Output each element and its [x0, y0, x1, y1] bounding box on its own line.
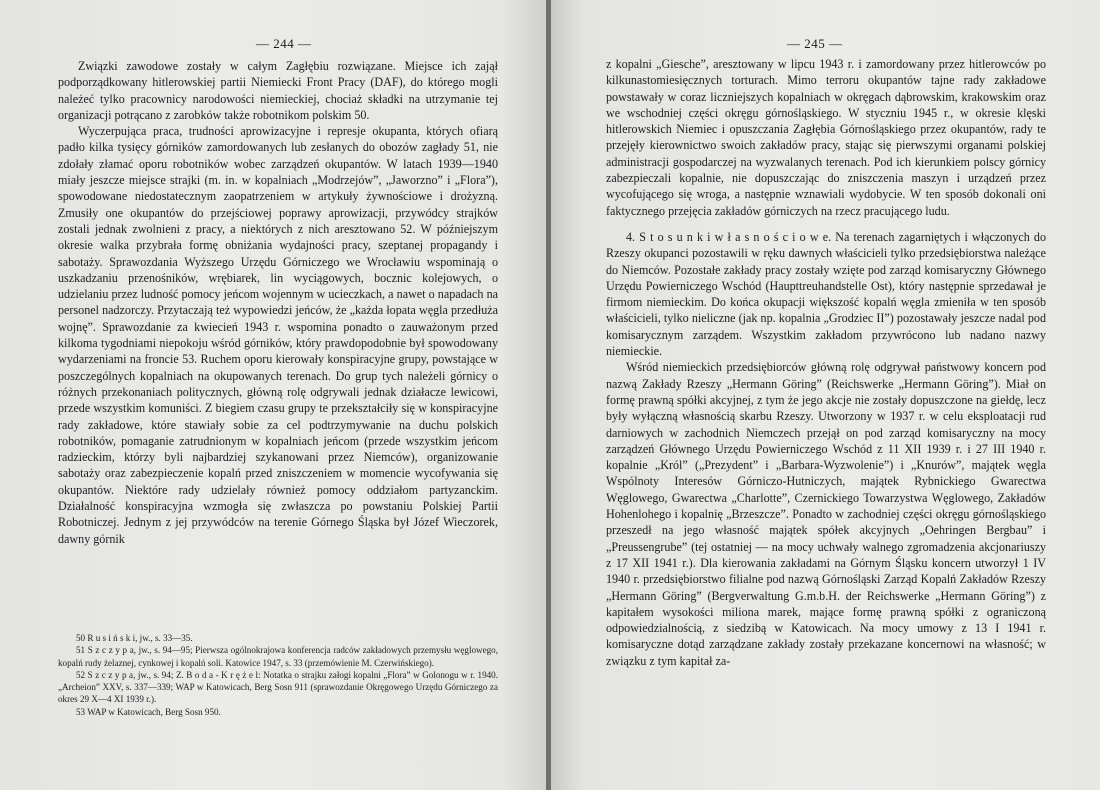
- footnote: 51 S z c z y p a, jw., s. 94—95; Pierwsza ogólnokrajowa konferencja radców zakładowych przemysłu węglowego, kopalń rudy żelaznej, cynkowej i kopalń soli. Katowice 1947, s. 33 (przemówienie M. Czerwińskiego).: [58, 645, 498, 668]
- section-paragraph: 4. S t o s u n k i w ł a s n o ś c i o w e. Na terenach zagarniętych i włączonych do Rzeszy okupanci pozostawili w ręku dawnych właścicieli tylko przedsiębiorstwa należące do Niemców. Pozostałe zakłady pracy zostały wzięte pod zarząd komisaryczny Głównego Urzędu Powierniczego Wschód (Haupttreuhandstelle Ost), który następnie sprzedawał je firmom niemieckim. Do końca okupacji większość kopalń węgla zmieniła w ten sposób właścicieli, tylko nieliczne (jak np. kopalnia „Grodziec II”) pozostawały jeszcze nadal pod komisarycznym zarządem. Wszystkim zakładom przywrócono lub nadano nazwy niemieckie.: [606, 229, 1046, 359]
- paragraph: Wyczerpująca praca, trudności aprowizacyjne i represje okupanta, których ofiarą padło kilka tysięcy górników zamordowanych lub zesłanych do obozów zagłady 51, nie zdołały złamać oporu robotników wobec zarządzeń okupantów. W latach 1939—1940 miały jeszcze miejsce strajki (m. in. w kopalniach „Modrzejów”, „Jaworzno” i „Flora”), spowodowane niedostatecznym zaopatrzeniem w artykuły żywnościowe i drożyzną. Zmusiły one okupantów do przejściowej poprawy aprowizacji, przywódcy strajków zostali jednak zwolnieni z pracy, a niektórych z nich aresztowano 52. W późniejszym okresie walka przybrała formę obniżania wydajności pracy, szeptanej propagandy i sabotaży. Sprawozdania Wyższego Urzędu Górniczego we Wrocławiu wspominają o uszkadzaniu przenośników, wrębiarek, lin wyciągowych, bocznic kolejowych, o udzielaniu przez ludność pomocy jeńcom wojennym w ucieczkach, a nawet o napadach na personel nadzorczy. Przytaczają też wypowiedzi jeńców, że „każda łopata węgla przedłuża wojnę”. Sprawozdanie za kwiecień 1943 r. wspomina ponadto o zauważonym przed kilkoma tygodniami niepokoju wśród górników, który prawdopodobnie był spowodowany wydarzeniami na froncie 53. Ruchem oporu kierowały konspiracyjne grupy, powstające w poszczególnych kopalniach na okupowanych terenach. Do grup tych należeli górnicy o różnych przekonaniach politycznych, główną rolę odgrywali jednak działacze lewicowi, przede wszystkim komuniści. Z biegiem czasu grupy te przekształciły się w konspiracyjne rady zakładowe, które stawiały sobie za cel podtrzymywanie na duchu polskich robotników, pomaganie zatrudnionym w kopalniach jeńcom (przede wszystkim jeńcom radzieckim, którzy byli najbardziej szykanowani przez Niemców), organizowanie sabotaży oraz zabezpieczenie kopalń przed zniszczeniem w momencie wycofywania się okupantów. Niektóre rady udzielały również pomocy oddziałom partyzanckim. Działalność konspiracyjna wzmogła się zwłaszcza po powstaniu Polskiej Partii Robotniczej. Jednym z jej przywódców na terenie Górnego Śląska był Józef Wieczorek, dawny górnik: [58, 124, 498, 546]
- page-number: — 245 —: [787, 36, 843, 51]
- right-page: [551, 0, 1100, 790]
- footnote: 52 S z c z y p a, jw., s. 94; Z. B o d a - K r ę ż e l: Notatka o strajku załogi kopalni „Flora” w Golonogu w r. 1940. „Archeion” XXV, s. 337—339; WAP w Katowicach, Berg Sosn 911 (sprawozdanie Okręgowego Urzędu Górniczego za okres 29 X—4 XI 1939 r.).: [58, 669, 498, 705]
- paragraph: Związki zawodowe zostały w całym Zagłębiu rozwiązane. Miejsce ich zajął podporządkowany hitlerowskiej partii Niemiecki Front Pracy (DAF), do którego mogli należeć tylko pracownicy narodowości niemieckiej, chociaż składki na utrzymanie tej organizacji potrącano z zarobków także robotnikom polskim 50.: [58, 59, 498, 122]
- footnote: 53 WAP w Katowicach, Berg Sosn 950.: [76, 706, 221, 717]
- body-text: [606, 56, 1046, 669]
- body-text: [58, 58, 498, 547]
- footnote: 50 R u s i ń s k i, jw., s. 33—35.: [76, 633, 193, 643]
- paragraph: z kopalni „Giesche”, aresztowany w lipcu 1943 r. i zamordowany przez hitlerowców po kilkunastomiesięcznych torturach. Mimo terroru okupantów tajne rady zakładowe powstawały w coraz liczniejszych kopalniach w okręgach dąbrowskim, krakowskim oraz we wschodniej części okręgu górnośląskiego. W styczniu 1945 r., w okresie klęski hitlerowskich Niemiec i opuszczania Zagłębia Górnośląskiego przez okupantów, rady te przejęły kierownictwo swoich zakładów pracy, stając się pierwszymi organami polskiej administracji gospodarczej na wyzwalanych terenach. Pod ich kierunkiem polscy górnicy zabezpieczali kopalnie, nie dopuszczając do zniszczenia maszyn i urządzeń przez wycofującego się wroga, a następnie wznawiali wydobycie. W ten sposób dokonali oni faktycznego przejęcia zakładów górniczych na rzecz pracującego ludu.: [606, 57, 1046, 218]
- page-number: — 244 —: [256, 36, 312, 51]
- left-page: [0, 0, 546, 790]
- footnotes: [58, 632, 498, 718]
- paragraph: Wśród niemieckich przedsiębiorców główną rolę odgrywał państwowy koncern pod nazwą Zakłady Rzeszy „Hermann Göring” (Reichswerke „Hermann Göring”). Miał on formę prawną spółki akcyjnej, z tym że jego akcje nie zostały dopuszczone na giełdę, lecz były wyłączną własnością skarbu Rzeszy. Utworzony w 1937 r. w celu eksploatacji rud darniowych w zachodnich Niemczech przejął on pod zarząd komisaryczny na mocy zarządzeń Głównego Urzędu Powierniczego Wschód z 11 XII 1939 r. i 27 III 1940 r. kopalnie „Król” („Prezydent” i „Barbara-Wyzwolenie”) i „Knurów”, majątek węgla Wspólnoty Interesów Górniczo-Hutniczych, majątek Rybnickiego Gwarectwa Węglowego, Gwarectwa „Charlotte”, Czernickiego Towarzystwa Węglowego, Zakładów Hohenlohego i kopalnię „Brzeszcze”. Ponadto w zachodniej części okręgu górnośląskiego przeszedł na jego własność majątek spółek akcyjnych „Oehringen Bergbau” i „Preussengrube” (tej ostatniej — na mocy uchwały walnego zgromadzenia akcjonariuszy z 17 XII 1941 r.). Dla kierowania zakładami na Górnym Śląsku koncern utworzył 1 IV 1940 r. przedsiębiorstwo filialne pod nazwą Górnośląski Zarząd Kopalń Zakładów Rzeszy „Hermann Göring” (Bergverwaltung G.m.b.H. der Reichswerke „Hermann Göring”) z kapitałem wysokości miliona marek, mające formę prawną spółki z ograniczoną odpowiedzialnością, z siedzibą w Katowicach. Na mocy umowy z 13 I 1941 r. komisaryczne dotąd zarządzane zakłady zostały przekazane koncernowi na własność; w związku z tym kapitał za-: [606, 360, 1046, 668]
